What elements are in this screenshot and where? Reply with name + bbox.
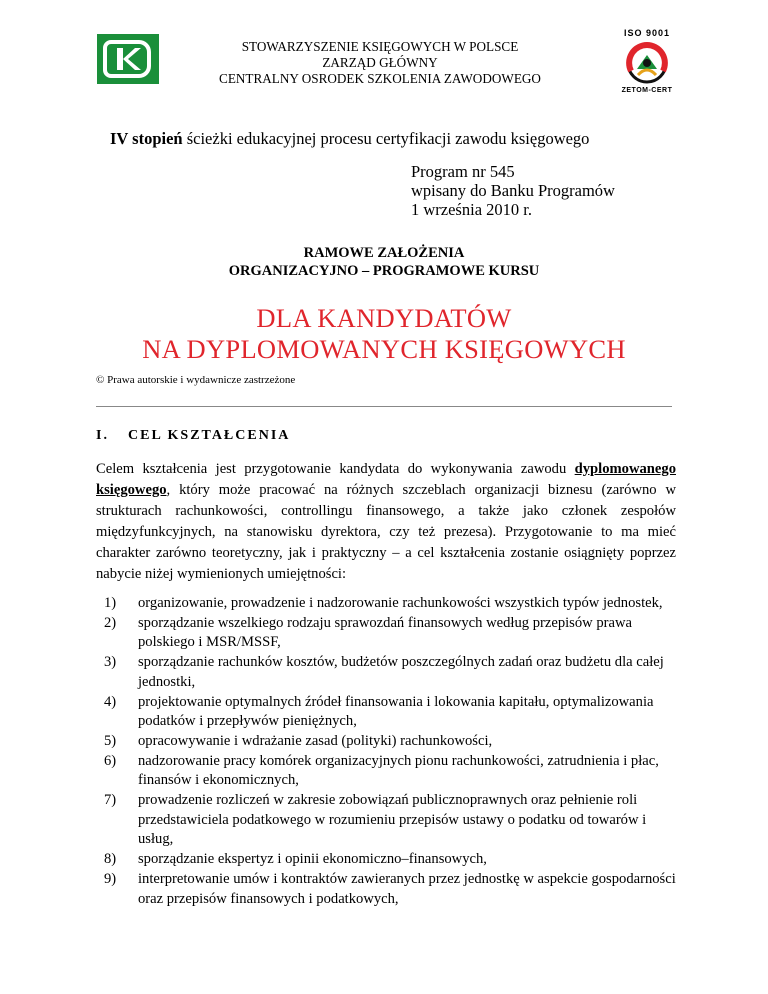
list-item-number: 4): [104, 693, 117, 710]
list-item-number: 5): [104, 732, 117, 749]
frame-title: [0, 244, 768, 280]
iso-label: ISO 9001: [623, 28, 671, 38]
organization-header: [170, 39, 590, 87]
list-item: [104, 732, 684, 752]
list-item-text: sporządzanie rachunków kosztów, budżetów poszczególnych zadań oraz budżetu dla całej jednostki,: [138, 654, 664, 690]
main-title: [0, 303, 768, 365]
main-title-line-1: DLA KANDYDATÓW: [256, 303, 512, 333]
intro-text-start: Celem kształcenia jest przygotowanie kandydata do wykonywania zawodu: [96, 461, 575, 477]
org-name: STOWARZYSZENIE KSIĘGOWYCH W POLSCE: [241, 39, 519, 54]
org-center: CENTRALNY OSRODEK SZKOLENIA ZAWODOWEGO: [219, 71, 541, 86]
frame-title-line-1: RAMOWE ZAŁOŻENIA: [303, 245, 465, 261]
list-item-number: 1): [104, 595, 117, 611]
section-number: I.: [96, 428, 109, 443]
stage-level: IV stopień: [110, 129, 183, 148]
frame-title-line-2: ORGANIZACYJNO – PROGRAMOWE KURSU: [228, 263, 540, 279]
list-item-text: prowadzenie rozliczeń w zakresie zobowiązań publicznoprawnych oraz pełnienie roli przedstawiciela podatkowego w rozumieniu przepisów ustawy o podatku od towarów i usług,: [138, 792, 647, 848]
list-item: [104, 752, 684, 791]
org-board: ZARZĄD GŁÓWNY: [322, 55, 438, 70]
intro-text-end: , który może pracować na różnych szczeblach organizacji biznesu (zarówno w strukturach rachunkowości, controllingu finansowego, a także jako członek zespołów międzyfunkcyjnych, na stanowisku dyrektora, czy też prezesa). Przygotowanie to ma mieć charakter zarówno teoretyczny, jak i praktyczny – a cel kształcenia zostanie osiągnięty poprzez nabycie niżej wymienionych umiejętności:: [96, 482, 676, 582]
list-item: [104, 614, 684, 653]
stage-description: ścieżki edukacyjnej procesu certyfikacji zawodu księgowego: [182, 129, 590, 148]
section-intro-paragraph: [96, 459, 676, 585]
horizontal-divider: [96, 406, 672, 407]
zetom-cert-emblem-icon: [625, 41, 669, 85]
list-item-number: 7): [104, 792, 117, 809]
certification-stage: [110, 129, 670, 149]
list-item: [104, 653, 684, 692]
list-item: [104, 594, 684, 614]
intro-emphasis: dyplomowanego księgowego: [96, 461, 676, 498]
list-item: [104, 693, 684, 732]
program-info: [411, 162, 615, 219]
section-title: CEL KSZTAŁCENIA: [128, 428, 291, 443]
copyright-notice: © Prawa autorskie i wydawnicze zastrzeżone: [96, 374, 296, 386]
skills-list: [104, 594, 684, 909]
list-item-text: nadzorowanie pracy komórek organizacyjnych pionu rachunkowości, zatrudnienia i płac, finansów i ekonomicznych,: [138, 752, 659, 789]
list-item: [104, 870, 684, 909]
main-title-line-2: NA DYPLOMOWANYCH KSIĘGOWYCH: [142, 334, 626, 364]
cert-label: ZETOM-CERT: [621, 87, 673, 94]
list-item-text: sporządzanie wszelkiego rodzaju sprawozdań finansowych według przepisów prawa polskiego i MSR/MSSF,: [138, 614, 632, 651]
list-item-text: projektowanie optymalnych źródeł finansowania i lokowania kapitału, optymalizowania podatków i przepływów pieniężnych,: [138, 693, 654, 730]
ski-logo: [97, 34, 159, 84]
iso-certificate-badge: [611, 28, 683, 98]
list-item: [104, 850, 684, 870]
list-item-text: interpretowanie umów i kontraktów zawieranych przez jednostkę w aspekcie gospodarności oraz przepisów finansowych i podatkowych,: [138, 870, 676, 907]
list-item: [104, 791, 684, 850]
program-number: Program nr 545: [411, 162, 515, 181]
list-item-number: 9): [104, 870, 117, 887]
list-item-text: organizowanie, prowadzenie i nadzorowanie rachunkowości wszystkich typów jednostek,: [138, 595, 663, 611]
program-bank: wpisany do Banku Programów: [411, 181, 615, 200]
list-item-number: 6): [104, 752, 117, 769]
list-item-text: opracowywanie i wdrażanie zasad (polityki) rachunkowości,: [138, 732, 493, 749]
list-item-number: 8): [104, 851, 117, 868]
list-item-number: 2): [104, 614, 117, 631]
section-heading: [96, 428, 290, 444]
list-item-number: 3): [104, 654, 117, 671]
program-date: 1 września 2010 r.: [411, 200, 532, 219]
list-item-text: sporządzanie ekspertyz i opinii ekonomiczno–finansowych,: [138, 851, 487, 868]
ski-logo-mark-icon: [97, 34, 159, 84]
